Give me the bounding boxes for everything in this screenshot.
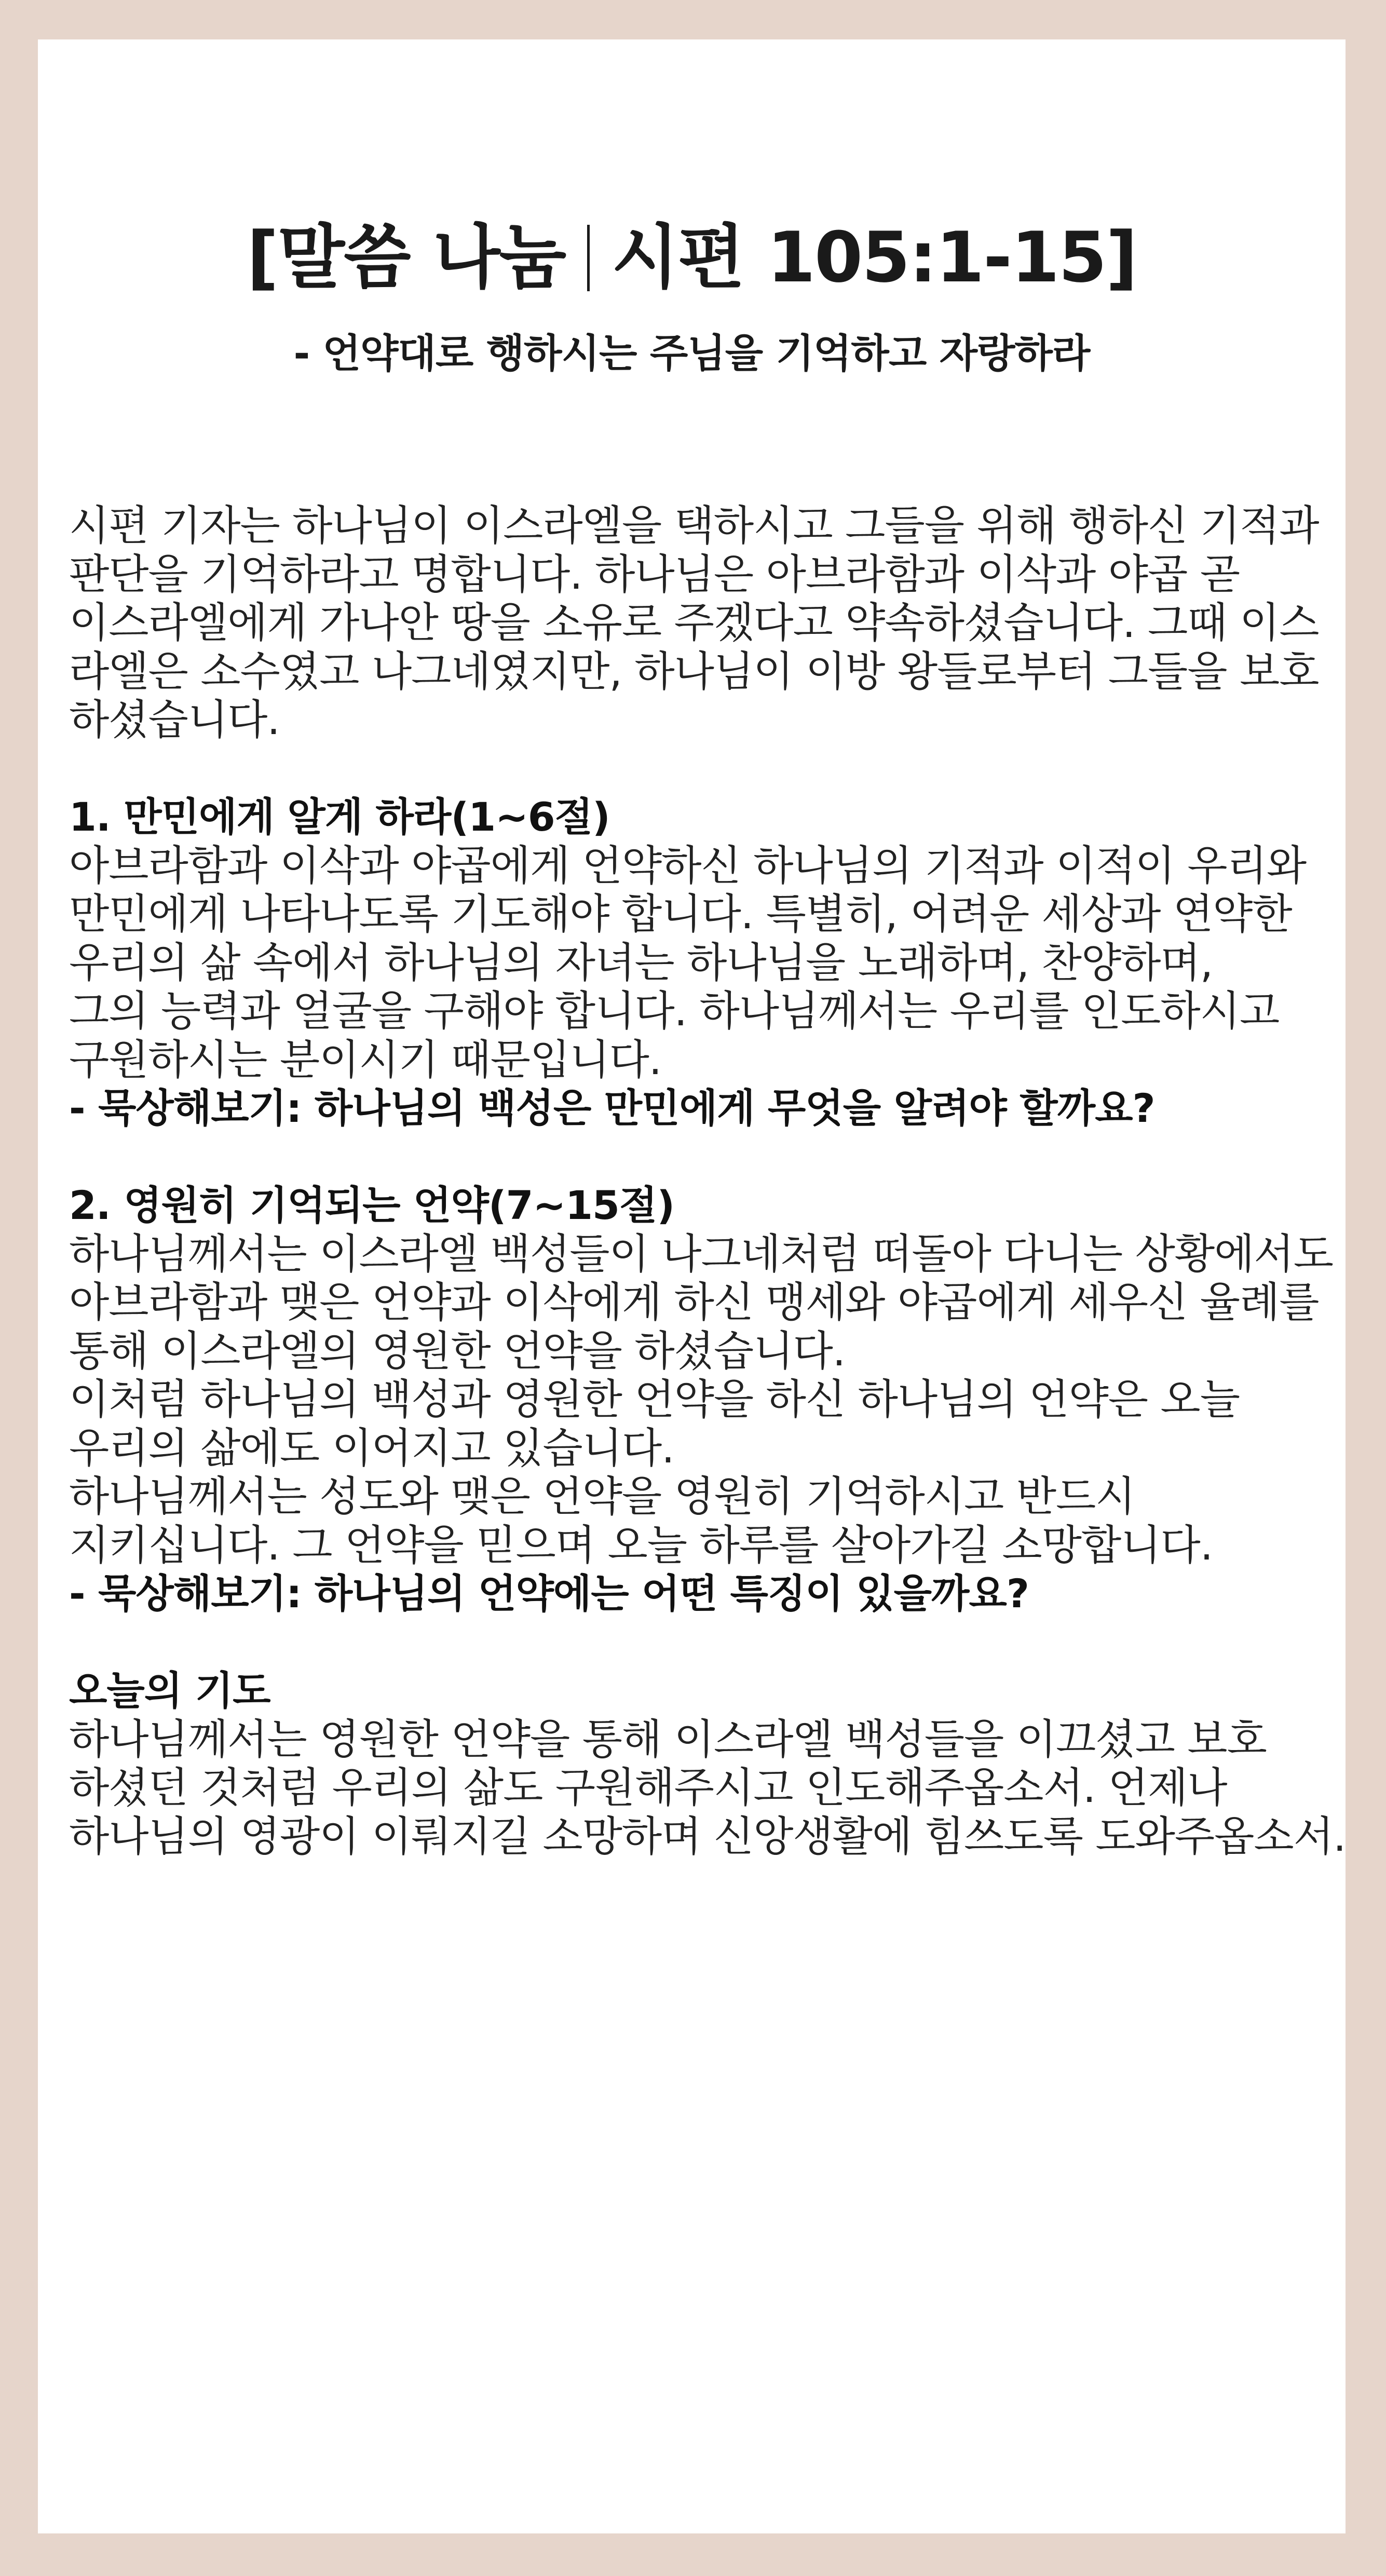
title-left: [말씀 나눔	[247, 217, 566, 298]
section2-line: 하나님께서는 성도와 맺은 언약을 영원히 기억하시고 반드시	[69, 1472, 1135, 1521]
prayer-line: 하나님의 영광이 이뤄지길 소망하며 신앙생활에 힘쓰도록 도와주옵소서.	[69, 1812, 1346, 1861]
title-divider	[587, 225, 590, 291]
section2-line: 지키십니다. 그 언약을 믿으며 오늘 하루를 살아가길 소망합니다.	[69, 1521, 1213, 1569]
prayer-heading: 오늘의 기도	[69, 1667, 270, 1714]
section1-question: - 묵상해보기: 하나님의 백성은 만민에게 무엇을 알려야 할까요?	[69, 1085, 1155, 1131]
section1-line: 아브라함과 이삭과 야곱에게 언약하신 하나님의 기적과 이적이 우리와	[69, 841, 1307, 890]
title-right: 시편 105:1-15]	[612, 217, 1137, 298]
spacer	[69, 1618, 1341, 1667]
page-title	[38, 211, 1346, 304]
section2-line: 통해 이스라엘의 영원한 언약을 하셨습니다.	[69, 1326, 846, 1375]
intro-line: 하셨습니다.	[69, 696, 280, 744]
prayer-line: 하셨던 것처럼 우리의 삶도 구원해주시고 인도해주옵소서. 언제나	[69, 1764, 1227, 1812]
section2-line: 우리의 삶에도 이어지고 있습니다.	[69, 1423, 674, 1472]
section2-line: 이처럼 하나님의 백성과 영원한 언약을 하신 하나님의 언약은 오늘	[69, 1375, 1240, 1423]
intro-line: 판단을 기억하라고 명합니다. 하나님은 아브라함과 이삭과 야곱 곧	[69, 550, 1240, 599]
section1-heading: 1. 만민에게 알게 하라(1~6절)	[69, 794, 610, 840]
section1-line: 그의 능력과 얼굴을 구해야 합니다. 하나님께서는 우리를 인도하시고	[69, 987, 1280, 1035]
page-subtitle: - 언약대로 행하시는 주님을 기억하고 자랑하라	[293, 330, 1090, 376]
intro-line: 라엘은 소수였고 나그네였지만, 하나님이 이방 왕들로부터 그들을 보호	[69, 647, 1319, 696]
prayer-line: 하나님께서는 영원한 언약을 통해 이스라엘 백성들을 이끄셨고 보호	[69, 1715, 1267, 1764]
content-card	[38, 39, 1346, 2533]
section2-heading: 2. 영원히 기억되는 언약(7~15절)	[69, 1182, 675, 1228]
section2-line: 하나님께서는 이스라엘 백성들이 나그네처럼 떠돌아 다니는 상황에서도	[69, 1229, 1333, 1278]
section2-line: 아브라함과 맺은 언약과 이삭에게 하신 맹세와 야곱에게 세우신 율례를	[69, 1278, 1319, 1326]
spacer	[69, 744, 1341, 793]
body-text	[69, 501, 1346, 1861]
section1-line: 만민에게 나타나도록 기도해야 합니다. 특별히, 어려운 세상과 연약한	[69, 890, 1292, 938]
intro-line: 이스라엘에게 가나안 땅을 소유로 주겠다고 약속하셨습니다. 그때 이스	[69, 599, 1319, 647]
section1-line: 구원하시는 분이시기 때문입니다.	[69, 1035, 662, 1084]
spacer	[69, 1133, 1341, 1182]
intro-line: 시편 기자는 하나님이 이스라엘을 택하시고 그들을 위해 행하신 기적과	[69, 501, 1319, 550]
section1-line: 우리의 삶 속에서 하나님의 자녀는 하나님을 노래하며, 찬양하며,	[69, 938, 1213, 987]
section2-question: - 묵상해보기: 하나님의 언약에는 어떤 특징이 있을까요?	[69, 1570, 1029, 1617]
